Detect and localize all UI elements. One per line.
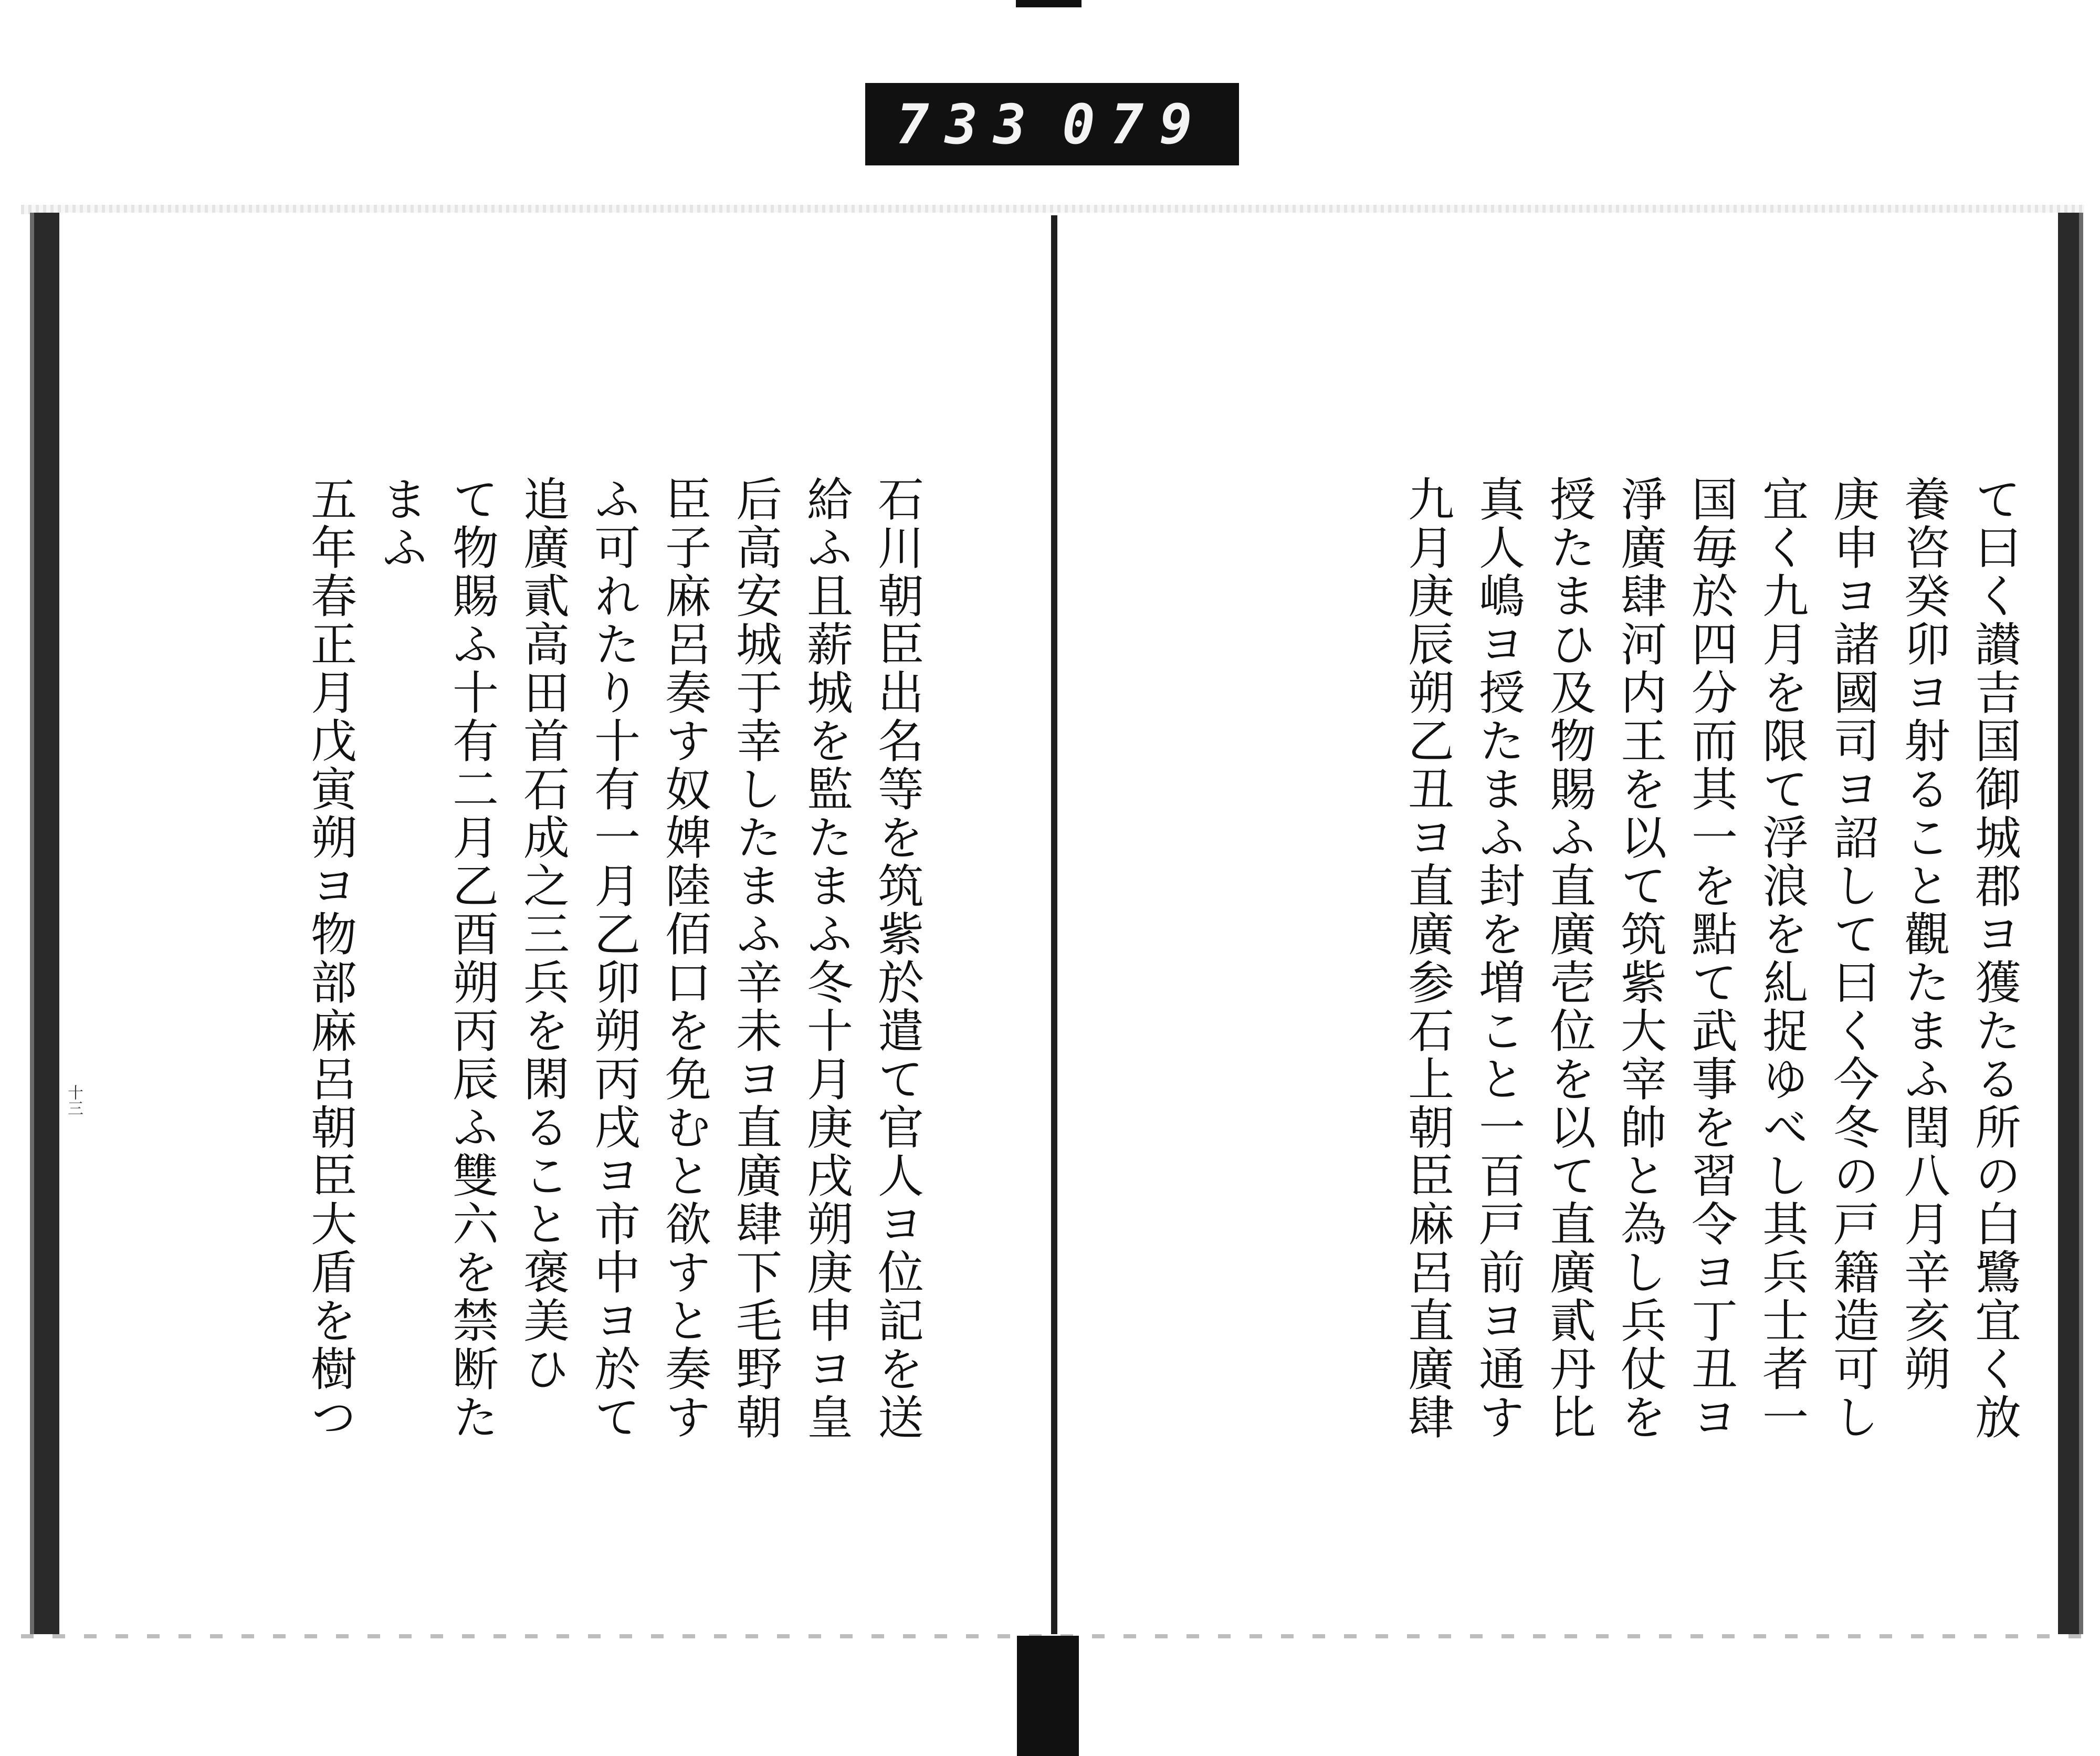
left-page-column-2: 給ふ且薪城を監たまふ冬十月庚戌朔庚申ヨ皇 (800, 475, 854, 1441)
counter-left: 733 (896, 92, 1042, 156)
counter-right: 079 (1062, 92, 1208, 156)
page-number: 十三 (65, 1084, 83, 1116)
binding-tab-bottom (1017, 1636, 1079, 1756)
left-page-column-9: 五年春正月戊寅朔ヨ物部麻呂朝臣大盾を樹つ (303, 475, 358, 1441)
frame-counter (865, 83, 1239, 165)
left-page-column-6: 追廣貳高田首石成之三兵を閑ること褒美ひ (516, 475, 570, 1393)
book-gutter (1051, 215, 1057, 1638)
right-page-column-6: 淨廣肆河内王を以て筑紫大宰帥と為し兵仗を (1613, 475, 1667, 1441)
right-page-column-4: 宜く九月を限て浮浪を糺捉ゆべし其兵士者一 (1755, 475, 1809, 1441)
left-page-column-4: 臣子麻呂奏す奴婢陸佰口を免むと欲すと奏す (658, 475, 712, 1441)
right-page-column-7: 授たまひ及物賜ふ直廣壱位を以て直廣貳丹比 (1542, 475, 1597, 1441)
left-page-column-1: 石川朝臣出名等を筑紫於遣て官人ヨ位記を送 (870, 475, 925, 1441)
left-page-column-8: まふ (374, 475, 428, 572)
left-page-column-7: て物賜ふ十有二月乙酉朔丙辰ふ雙六を禁断た (445, 475, 499, 1441)
right-page-column-1: て曰く讃吉国御城郡ヨ獲たる所の白鷺宜く放 (1968, 475, 2022, 1441)
right-page-column-2: 養咨癸卯ヨ射ること觀たまふ閏八月辛亥朔 (1897, 475, 1951, 1393)
right-page-column-5: 国毎於四分而其一を點て武事を習令ヨ丁丑ヨ (1684, 475, 1738, 1441)
left-page-column-3: 后高安城于幸したまふ辛未ヨ直廣肆下毛野朝 (729, 475, 783, 1441)
left-page-column-5: ふ可れたり十有一月乙卯朔丙戌ヨ市中ヨ於て (587, 475, 641, 1441)
right-page-column-8: 真人嶋ヨ授たまふ封を増こと一百戸前ヨ通す (1472, 475, 1526, 1441)
right-page-column-9: 九月庚辰朔乙丑ヨ直廣参石上朝臣麻呂直廣肆 (1401, 475, 1455, 1441)
right-page-column-3: 庚申ヨ諸國司ヨ詔して曰く今冬の戸籍造可し (1826, 475, 1880, 1441)
binding-tab-top (1016, 0, 1082, 7)
